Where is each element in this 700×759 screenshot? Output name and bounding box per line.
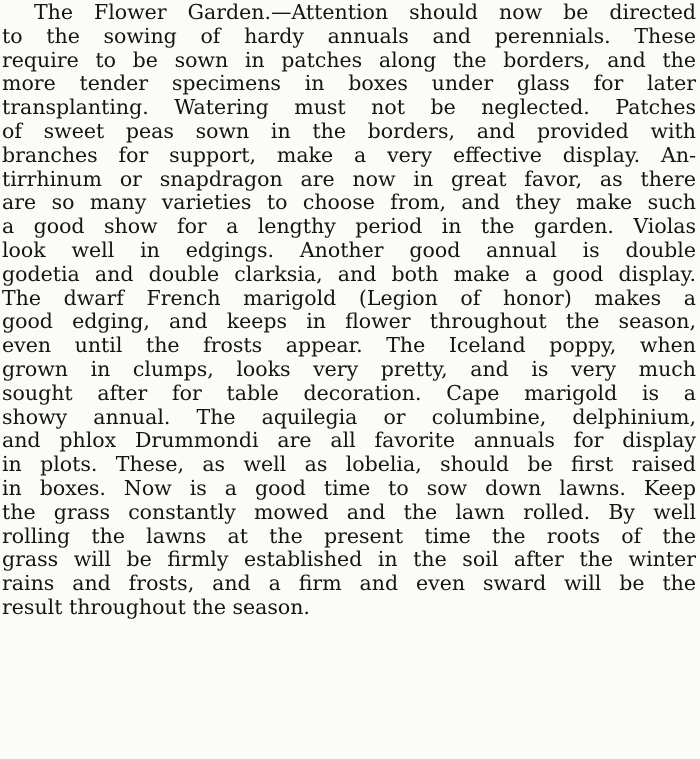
- text-line: transplanting. Watering must not be neglected. Patches: [2, 96, 696, 120]
- text-line: godetia and double clarksia, and both make a good display.: [2, 262, 696, 286]
- article-paragraph: [2, 1, 696, 620]
- text-line: grass will be firmly established in the soil after the winter: [2, 548, 696, 572]
- text-line: more tender specimens in boxes under glass for later: [2, 72, 696, 96]
- text-line: good edging, and keeps in flower throughout the season,: [2, 310, 696, 334]
- text-line: in boxes. Now is a good time to sow down lawns. Keep: [2, 476, 696, 500]
- text-line: even until the frosts appear. The Iceland poppy, when: [2, 334, 696, 358]
- text-line: branches for support, make a very effective display. An-: [2, 143, 696, 167]
- text-line: are so many varieties to choose from, and they make such: [2, 191, 696, 215]
- text-line: showy annual. The aquilegia or columbine, delphinium,: [2, 405, 696, 429]
- text-line: rolling the lawns at the present time the roots of the: [2, 524, 696, 548]
- text-line: look well in edgings. Another good annual is double: [2, 238, 696, 262]
- text-line: of sweet peas sown in the borders, and provided with: [2, 119, 696, 143]
- text-line: tirrhinum or snapdragon are now in great favor, as there: [2, 167, 696, 191]
- text-line: result throughout the season.: [2, 595, 310, 619]
- text-line: require to be sown in patches along the borders, and the: [2, 48, 696, 72]
- text-line: sought after for table decoration. Cape marigold is a: [2, 381, 696, 405]
- text-line: a good show for a lengthy period in the garden. Violas: [2, 215, 696, 239]
- text-line: grown in clumps, looks very pretty, and is very much: [2, 357, 696, 381]
- text-line: and phlox Drummondi are all favorite annuals for display: [2, 429, 696, 453]
- text-line: the grass constantly mowed and the lawn rolled. By well: [2, 500, 696, 524]
- text-line: to the sowing of hardy annuals and perennials. These: [2, 24, 696, 48]
- text-line: The Flower Garden.—Attention should now be directed: [34, 1, 696, 24]
- text-line: The dwarf French marigold (Legion of honor) makes a: [2, 286, 696, 310]
- text-line: in plots. These, as well as lobelia, should be first raised: [2, 453, 696, 477]
- text-line: rains and frosts, and a firm and even sward will be the: [2, 572, 696, 596]
